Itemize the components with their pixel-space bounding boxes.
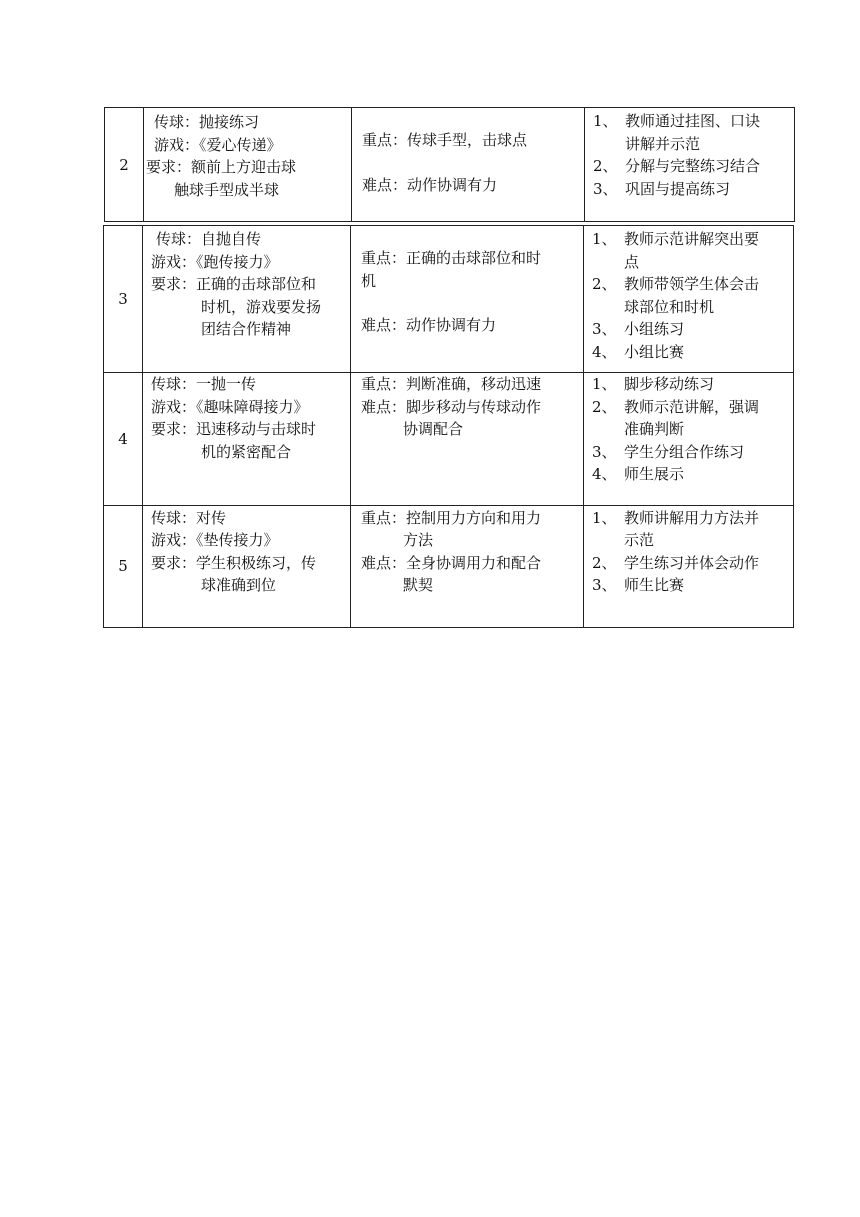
content-line: 游戏：《垫传接力》 [151,531,279,550]
difficulty-point: 难点：动作协调有力 [361,316,497,334]
row-number: 4 [118,430,128,449]
content-text [144,108,351,201]
key-points-cell [352,108,585,222]
content-cell [143,505,351,627]
content-line: 传球：对传 [151,508,227,527]
table-row [105,108,795,222]
methods-list [584,373,793,486]
key-point: 重点：正确的击球部位和时 [361,249,542,267]
method-item: 4、 师生展示 [592,465,685,484]
content-cell [144,108,352,222]
method-item: 4、 小组比赛 [592,342,685,361]
row-number-cell [105,108,144,222]
methods-list [585,108,794,200]
difficulty-point: 难点：动作协调有力 [362,175,498,194]
key-point: 重点：控制用力方向和用力 [361,508,542,527]
content-line: 要求：正确的击球部位和 [151,275,317,293]
content-line: 传球：自抛自传 [156,230,262,248]
content-line: 传球：抛接练习 [154,113,260,131]
lesson-table-part2 [103,225,794,628]
key-point: 重点：判断准确，移动迅速 [361,375,542,394]
table-row [104,505,794,627]
content-cell [143,226,351,373]
content-text [143,373,350,463]
method-item: 1、 教师讲解用力方法并 [592,508,760,527]
content-line: 游戏：《趣味障碍接力》 [151,397,309,416]
method-item: 2、 教师示范讲解，强调 [592,397,760,416]
method-item: 1、 教师示范讲解突出要 [592,230,760,248]
method-item: 3、 巩固与提高练习 [593,179,731,198]
content-line: 游戏：《跑传接力》 [151,252,279,271]
table-row [104,226,794,373]
method-item-cont: 点 [624,252,640,271]
key-points-cell [351,373,584,505]
content-text [143,226,350,341]
content-line: 要求：额前上方迎击球 [146,158,297,176]
key-point-cont: 方法 [403,531,434,550]
lesson-table-part1 [104,107,795,222]
content-line: 时机，游戏要发扬 [201,297,322,316]
key-point-cont: 机 [361,271,377,290]
difficulty-point: 难点：全身协调用力和配合 [361,553,542,572]
key-points-cell [351,505,584,627]
key-points-cell [351,226,584,373]
methods-cell [584,505,794,627]
difficulty-point-cont: 默契 [403,576,434,595]
row-number: 2 [119,155,129,174]
method-item: 2、 分解与完整练习结合 [593,157,761,175]
table-row [104,373,794,505]
method-item: 2、 教师带领学生体会击 [592,275,760,293]
content-line: 传球：一抛一传 [151,375,257,394]
row-number: 5 [118,557,128,576]
row-number-cell [104,505,143,627]
method-item: 1、 脚步移动练习 [592,375,715,394]
methods-cell [585,108,795,222]
method-item: 1、 教师通过挂图、口诀 [593,112,761,130]
methods-list [584,226,793,363]
key-points-text [351,226,583,337]
methods-cell [584,226,794,373]
method-item-cont: 准确判断 [624,420,685,439]
key-points-text [351,373,583,441]
content-text [143,506,350,597]
method-item-cont: 球部位和时机 [624,297,715,316]
method-item: 3、 小组练习 [592,320,685,338]
content-line: 球准确到位 [201,576,277,595]
method-item: 3、 师生比赛 [592,576,685,595]
method-item: 2、 学生练习并体会动作 [592,553,760,572]
row-number-cell [104,226,143,373]
difficulty-point: 难点：脚步移动与传球动作 [361,397,542,416]
key-points-text [352,108,584,196]
methods-cell [584,373,794,505]
content-line: 要求：学生积极练习，传 [151,553,317,572]
methods-list [584,506,793,597]
content-cell [143,373,351,505]
content-line: 要求：迅速移动与击球时 [151,420,317,439]
difficulty-point-cont: 协调配合 [403,420,464,439]
content-line: 团结合作精神 [201,320,292,338]
method-item-cont: 讲解并示范 [625,134,701,153]
method-item: 3、 学生分组合作练习 [592,442,745,461]
content-line: 触球手型成半球 [174,180,280,199]
content-line: 机的紧密配合 [201,442,292,461]
key-point: 重点：传球手型，击球点 [362,131,528,149]
row-number-cell [104,373,143,505]
method-item-cont: 示范 [624,531,655,550]
key-points-text [351,506,583,597]
content-line: 游戏：《爱心传递》 [154,135,282,154]
row-number: 3 [118,290,128,309]
